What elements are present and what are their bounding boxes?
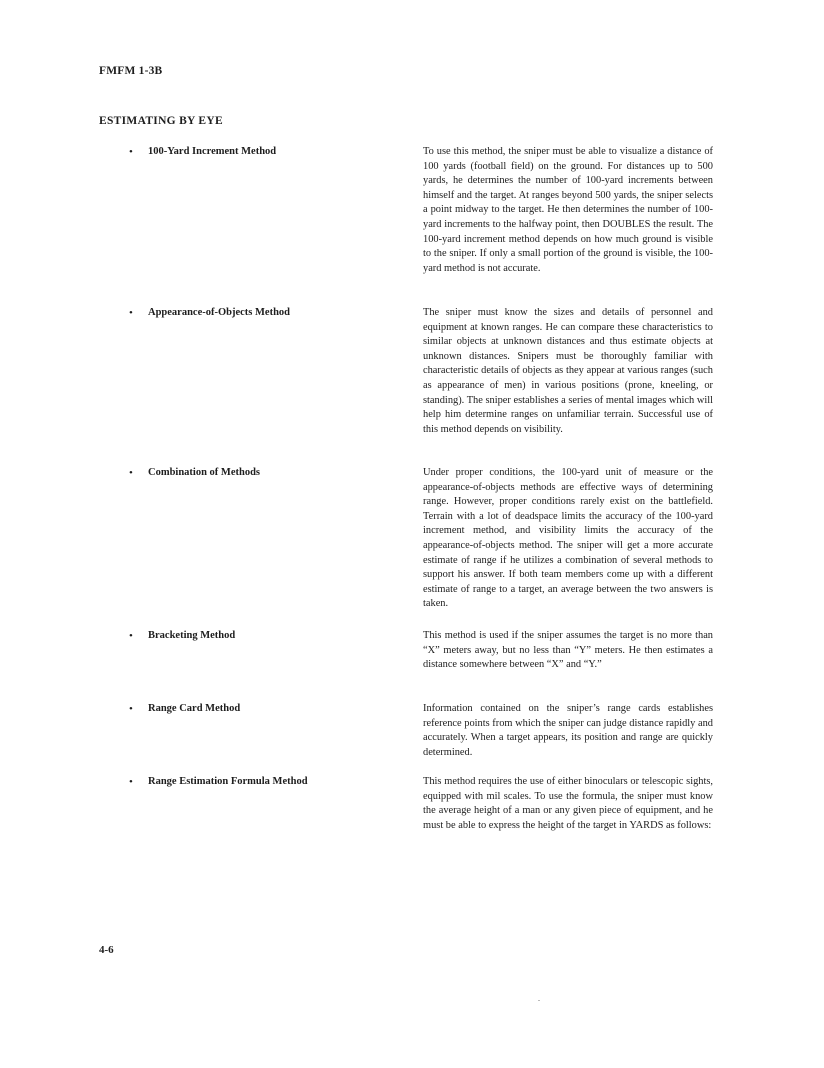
method-label: Range Estimation Formula Method (148, 776, 308, 787)
method-label: Combination of Methods (148, 467, 261, 478)
method-description: This method is used if the sniper assumes the target is no more than “X” meters away, but no less than “Y” meters. He then estimates a distance somewhere between “X” and “Y.” (423, 630, 713, 671)
bullet-icon: • (129, 630, 133, 642)
section-title: ESTIMATING BY EYE (99, 115, 223, 127)
method-label: Range Card Method (148, 703, 241, 714)
page-number: 4-6 (99, 944, 114, 956)
method-label: Appearance-of-Objects Method (148, 307, 291, 318)
bullet-icon: • (129, 776, 133, 788)
method-description: The sniper must know the sizes and details of personnel and equipment at known ranges. He can compare these characteristics to similar objects at unknown distances and thus estimate objects at unknown distances. Snipers must be thoroughly familiar with characteristic details of objects as they appear at various ranges (such as appearance of men) in various positions (prone, kneeling, or standing). The sniper establishes a series of mental images which will help him determine ranges on unfamiliar terrain. Successful use of this method depends on visibility. (423, 307, 713, 435)
method-description: To use this method, the sniper must be able to visualize a distance of 100 yards (football field) on the ground. For distances up to 500 yards, he determines the number of 100-yard increments between himself and the target. At ranges beyond 500 yards, the sniper selects a point midway to the target. He then determines the number of 100-yard increments to the halfway point, then DOUBLES the result. The 100-yard increment method depends on how much ground is visible to the sniper. If only a small portion of the ground is visible, the 100-yard method is not accurate. (423, 146, 713, 274)
method-label: 100-Yard Increment Method (148, 146, 277, 157)
bullet-icon: • (129, 307, 133, 319)
scan-speck (538, 1000, 540, 1001)
bullet-icon: • (129, 146, 133, 158)
bullet-icon: • (129, 467, 133, 479)
document-id-header: FMFM 1-3B (99, 65, 163, 77)
method-description: This method requires the use of either binoculars or telescopic sights, equipped with mil scales. To use the formula, the sniper must know the average height of a man or any given piece of equipment, and he must be able to express the height of the target in YARDS as follows: (423, 776, 713, 831)
method-label: Bracketing Method (148, 630, 236, 641)
method-description: Information contained on the sniper’s range cards establishes reference points from which the sniper can judge distance rapidly and accurately. When a target appears, its position and range are quickly determined. (423, 703, 713, 758)
bullet-icon: • (129, 703, 133, 715)
method-description: Under proper conditions, the 100-yard unit of measure or the appearance-of-objects methods are effective ways of determining range. However, proper conditions rarely exist on the battlefield. Terrain with a lot of deadspace limits the accuracy of the 100-yard increment method, and visibility limits the accuracy of the appearance-of-objects method. The sniper will get a more accurate estimate of range if he utilizes a combination of several methods to support his answer. If both team members come up with a different estimate of range to a target, an average between the two answers is taken. (423, 467, 713, 610)
